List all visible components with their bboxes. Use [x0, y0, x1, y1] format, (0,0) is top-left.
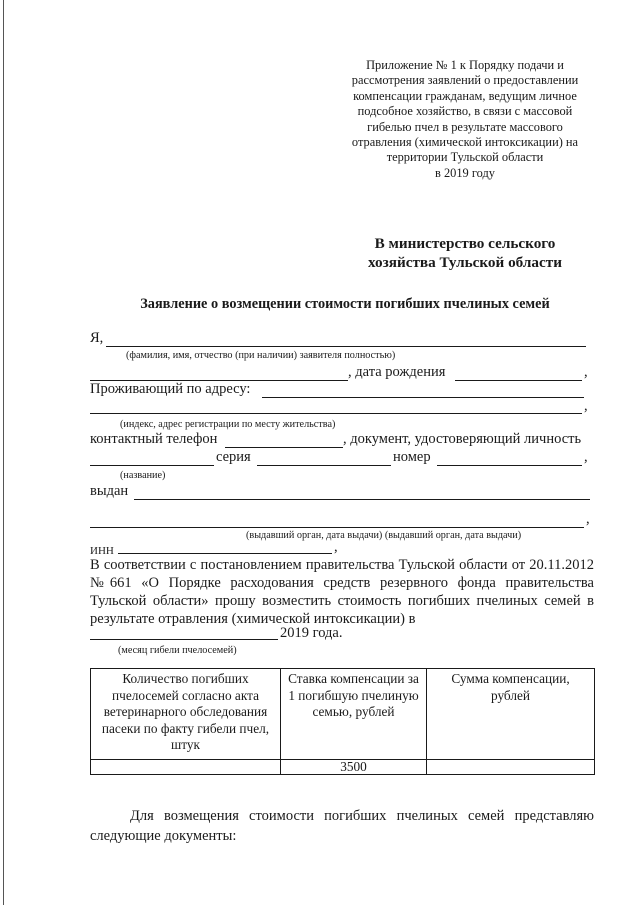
- addressee-block: [330, 234, 600, 272]
- comma: ,: [584, 364, 588, 380]
- year-suffix: 2019 года.: [280, 625, 343, 641]
- id-document-label: , документ, удостоверяющий личность: [343, 431, 582, 447]
- header-cell-dead-colonies: Количество погибших пчелосемей согласно акта ветеринарного обследования пасеки по факту гибели пчел, штук: [91, 669, 281, 760]
- address-field[interactable]: [262, 397, 584, 398]
- addressee-line: хозяйства Тульской области: [368, 254, 562, 271]
- appendix-line: отравления (химической интоксикации) на: [351, 135, 579, 150]
- number-field[interactable]: [437, 465, 582, 466]
- addressee-line: В министерство сельского: [374, 235, 556, 252]
- appendix-line: территории Тульской области: [386, 150, 544, 165]
- appendix-line: компенсации гражданам, ведущим личное: [353, 88, 577, 103]
- compensation-table: [90, 668, 595, 775]
- address-continuation-field[interactable]: [90, 413, 582, 414]
- fio-field[interactable]: [106, 346, 586, 347]
- issued-by-continuation-field[interactable]: [90, 527, 584, 528]
- appendix-note: [330, 58, 600, 181]
- appendix-line: Приложение № 1 к Порядку подачи и: [366, 58, 564, 72]
- inn-label: ИНН: [90, 545, 114, 557]
- ya-label: Я,: [90, 330, 104, 346]
- cell-dead-colonies-value[interactable]: [91, 760, 281, 775]
- comma: ,: [584, 398, 588, 414]
- table-header-row: [91, 669, 595, 760]
- document-title: Заявление о возмещении стоимости погибших пчелиных семей: [140, 296, 550, 312]
- phone-field[interactable]: [225, 447, 343, 448]
- comma: ,: [334, 539, 338, 555]
- scan-edge-line: [3, 0, 4, 905]
- address-label: Проживающий по адресу:: [90, 381, 251, 397]
- fio-caption: (фамилия, имя, отчество (при наличии) заявителя полностью): [126, 350, 396, 361]
- month-field[interactable]: [90, 639, 278, 640]
- dob-field[interactable]: [455, 380, 582, 381]
- cell-total-value[interactable]: [427, 760, 595, 775]
- appendix-line: гибелью пчел в результате массового: [367, 119, 563, 134]
- issued-by-field[interactable]: [134, 499, 590, 500]
- header-cell-total: Сумма компенсации, рублей: [427, 669, 595, 760]
- issued-label: выдан: [90, 483, 129, 499]
- series-label: серия: [216, 449, 251, 465]
- appendix-line: подсобное хозяйство, в связи с массовой: [357, 104, 573, 119]
- phone-label: контактный телефон: [90, 431, 218, 447]
- header-cell-rate: Ставка компенсации за 1 погибшую пчелиную семью, рублей: [281, 669, 427, 760]
- request-paragraph: В соответствии с постановлением правительства Тульской области от 20.11.2012 №661 «О Порядке расходования средств резервного фонда правительства Тульской области» прошу возместить стоимость погибших пчелиных семей в результате отравления (химической интоксикации) в: [90, 557, 594, 627]
- inn-field[interactable]: [118, 553, 332, 554]
- appendix-line: в 2019 году: [435, 165, 495, 180]
- month-caption: (месяц гибели пчелосемей): [118, 645, 237, 656]
- address-caption: (индекс, адрес регистрации по месту жительства): [120, 419, 336, 430]
- comma: ,: [584, 449, 588, 465]
- dob-label: , дата рождения: [348, 364, 446, 380]
- number-label: номер: [393, 449, 431, 465]
- series-field[interactable]: [257, 465, 391, 466]
- issuer-caption: (выдавший орган, дата выдачи) (выдавший орган, дата выдачи): [246, 530, 522, 541]
- id-document-name-field[interactable]: [90, 465, 214, 466]
- comma: ,: [586, 511, 590, 527]
- documents-paragraph: Для возмещения стоимости погибших пчелиных семей представляю следующие документы:: [90, 808, 594, 844]
- name-caption: (название): [120, 470, 166, 481]
- appendix-line: рассмотрения заявлений о предоставлении: [351, 73, 579, 88]
- cell-rate-value: 3500: [281, 760, 427, 775]
- table-row: [91, 760, 595, 775]
